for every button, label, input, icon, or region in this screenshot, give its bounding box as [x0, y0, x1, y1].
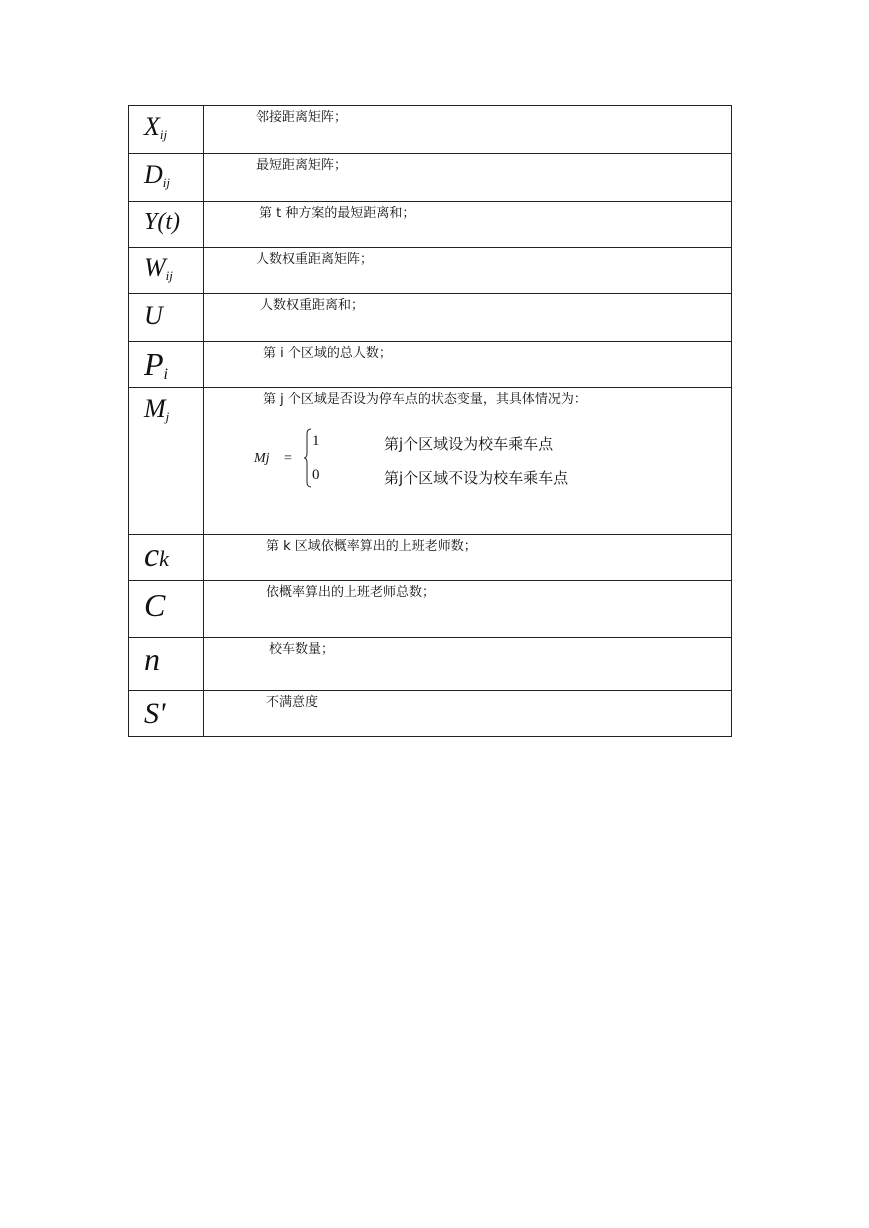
description-cell: [204, 638, 732, 691]
table-row: [129, 342, 732, 388]
formula-case1-text: 第j个区域设为校车乘车点: [384, 435, 554, 453]
symbol-table: [128, 105, 732, 737]
description-cell: [204, 294, 732, 342]
description-cell: [204, 154, 732, 202]
description: 邻接距离矩阵；: [256, 110, 348, 125]
symbol: ck: [144, 537, 169, 574]
description-cell: [204, 106, 732, 154]
description: 第 i 个区域的总人数；: [263, 346, 392, 361]
symbol: $P_i$: [144, 346, 168, 383]
formula-case1-value: 1: [312, 433, 320, 449]
description-cell: [204, 248, 732, 294]
symbol-cell: [129, 294, 204, 342]
description: 依概率算出的上班老师总数；: [266, 585, 436, 600]
symbol-cell: [129, 388, 204, 535]
table-row: [129, 638, 732, 691]
description-cell: [204, 691, 732, 737]
table-row: [129, 248, 732, 294]
symbol: U: [144, 301, 163, 330]
description: 第 k 区域依概率算出的上班老师数；: [266, 539, 477, 554]
table-row: [129, 691, 732, 737]
description: 最短距离矩阵；: [256, 158, 348, 173]
description-cell: [204, 388, 732, 535]
description-cell: [204, 581, 732, 638]
symbol-cell: [129, 581, 204, 638]
symbol: $X_{ij}$: [144, 112, 168, 142]
table-row: [129, 202, 732, 248]
description: 第 j 个区域是否设为停车点的状态变量，其具体情况为：: [263, 392, 587, 407]
symbol: $M_j$: [144, 394, 170, 424]
left-brace-icon: [304, 428, 312, 488]
description: 不满意度: [266, 695, 319, 710]
description-cell: [204, 535, 732, 581]
formula-lhs: Mj: [254, 451, 270, 466]
description: 人数权重距离矩阵；: [256, 252, 374, 267]
table-row: [129, 581, 732, 638]
symbol-cell: [129, 638, 204, 691]
symbol-cell: [129, 691, 204, 737]
table-row: [129, 535, 732, 581]
symbol-cell: [129, 535, 204, 581]
table-row: [129, 294, 732, 342]
description-cell: [204, 202, 732, 248]
table-row: [129, 154, 732, 202]
description-cell: [204, 342, 732, 388]
symbol-cell: [129, 248, 204, 294]
symbol: S': [144, 697, 166, 730]
table-row: [129, 106, 732, 154]
piecewise-formula: [254, 428, 614, 488]
symbol: C: [144, 587, 166, 623]
symbol-cell: [129, 154, 204, 202]
symbol-cell: [129, 202, 204, 248]
symbol-cell: [129, 106, 204, 154]
symbol: n: [144, 641, 160, 677]
formula-case0-value: 0: [312, 467, 320, 483]
symbol: $D_{ij}$: [144, 160, 171, 190]
symbol-cell: [129, 342, 204, 388]
symbol: Y(t): [144, 209, 180, 235]
formula-equals: =: [284, 451, 292, 466]
formula-case0-text: 第j个区域不设为校车乘车点: [384, 469, 569, 487]
symbol: $W_{ij}$: [144, 253, 173, 283]
description: 第 t 种方案的最短距离和；: [259, 206, 416, 221]
table-row: [129, 388, 732, 535]
description: 人数权重距离和；: [260, 298, 365, 313]
description: 校车数量；: [269, 642, 335, 657]
